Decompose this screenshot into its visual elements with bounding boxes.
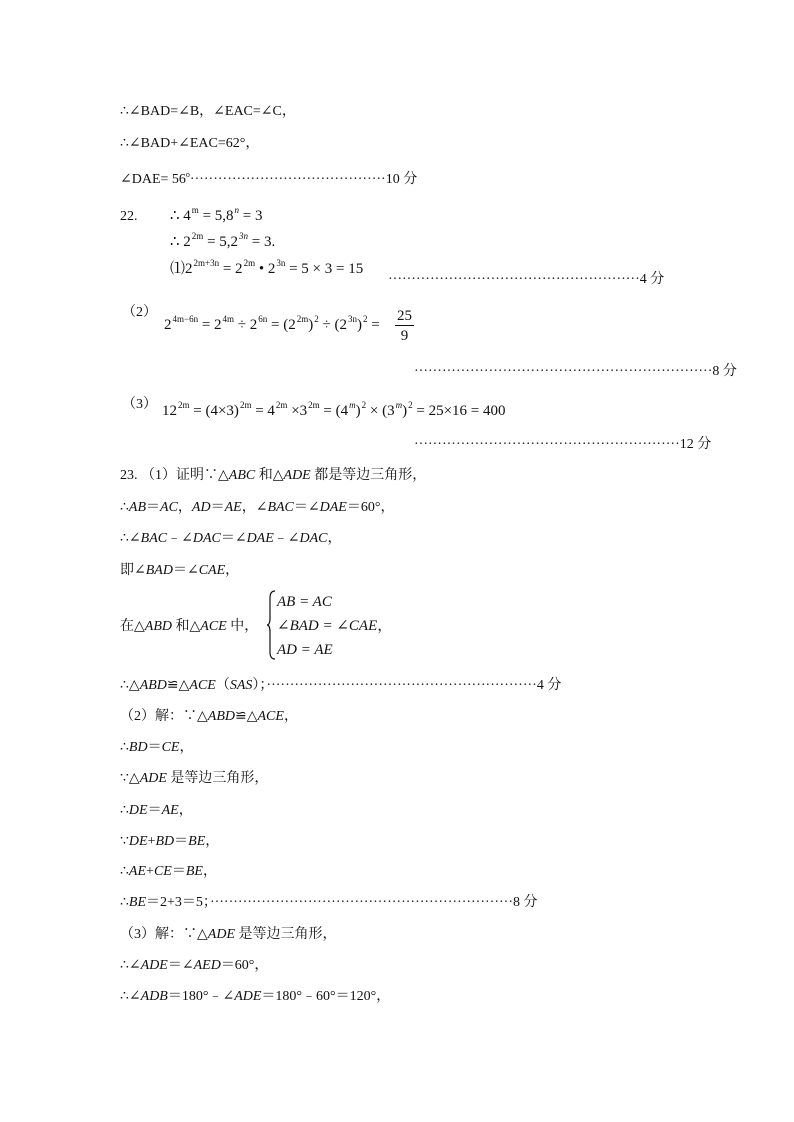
text: 是等边三角形， — [235, 927, 337, 942]
text: ∴∠ — [120, 989, 141, 1004]
score-label: 4 分 — [639, 272, 665, 287]
text: ∴ — [120, 500, 129, 515]
score-label: 10 分 — [385, 172, 418, 187]
text: ＝ — [210, 500, 225, 515]
q23-line-5 — [120, 617, 258, 637]
system-equation: ∠BAD = ∠CAE — [277, 618, 378, 634]
text: 是等边三角形， — [166, 771, 269, 786]
exponent: 2 — [363, 314, 368, 324]
text: ∴∠ — [120, 531, 141, 546]
q23-line-14 — [120, 925, 337, 945]
text: ﹣∠ — [273, 531, 300, 546]
exponent: 2 — [408, 400, 413, 410]
text: （3）解：∵△ — [120, 927, 208, 942]
text: ，∠ — [241, 500, 268, 515]
triangle-name: ABC — [228, 468, 256, 483]
segment: AC — [160, 500, 178, 515]
expr: = 4 — [251, 403, 275, 419]
angle: ADE — [234, 989, 262, 1004]
text: ， — [179, 740, 194, 755]
exponent: 2m — [243, 258, 256, 268]
segment: CE — [153, 864, 172, 879]
q23-line-6 — [120, 676, 561, 696]
text: ＝ — [171, 864, 186, 879]
text: 和△ — [255, 468, 284, 483]
angle: DAC — [192, 531, 221, 546]
segment: BE — [185, 864, 203, 879]
text: 和△ — [172, 619, 201, 634]
expr: = 3. — [248, 234, 276, 250]
text: ≌△ — [235, 709, 258, 724]
exponent: 3n — [276, 258, 286, 268]
triangle-name: ADE — [283, 468, 311, 483]
segment: BD — [155, 834, 175, 849]
expr: ∴ 4 — [170, 208, 191, 224]
degree-mark: o — [185, 170, 190, 179]
expr: = 5 × 3 = 15 — [285, 261, 364, 277]
text: ∵△ — [120, 771, 140, 786]
q23-line-9 — [120, 769, 268, 789]
text: ， — [225, 563, 240, 578]
text: 即∠ — [120, 563, 146, 578]
exponent: 2m — [178, 400, 190, 410]
text: ， — [327, 531, 342, 546]
text: ＝180°﹣60°＝120°， — [261, 989, 391, 1004]
segment: BE — [128, 895, 147, 910]
expr: = (4×3) — [189, 403, 239, 419]
system-brace — [266, 590, 276, 660]
triangle-name: ABD — [207, 709, 235, 724]
triangle-name: ABD — [139, 678, 167, 693]
segment: DE — [128, 803, 148, 818]
exponent: n — [234, 205, 240, 215]
expr: = (2 — [267, 317, 296, 333]
text: 在△ — [120, 619, 145, 634]
text: ≌△ — [166, 678, 190, 693]
brace-shape — [266, 590, 276, 660]
text: ∴ — [120, 895, 129, 910]
expr: ×3 — [287, 403, 308, 419]
expr: = 25×16 = 400 — [412, 403, 506, 419]
text: 都是等边三角形， — [310, 468, 427, 483]
expr: ÷ 2 — [234, 317, 258, 333]
expr: = 3 — [239, 208, 263, 224]
score-leader: ································································ — [414, 364, 713, 379]
q23-line-16 — [120, 987, 390, 1007]
text: 中， — [226, 619, 259, 634]
q23-line-4 — [120, 561, 239, 581]
exponent: m — [395, 400, 403, 410]
expr: = 2 — [198, 317, 222, 333]
angle: DAE — [319, 500, 347, 515]
proof-line-3 — [120, 170, 417, 191]
triangle-name: ABD — [144, 619, 172, 634]
q23-line-15 — [120, 956, 268, 976]
score-label: 12 分 — [679, 437, 712, 452]
angle: ADE — [140, 958, 168, 973]
q22-part-3-score — [414, 435, 711, 455]
proof-line-1: ∴∠BAD=∠B，∠EAC=∠C， — [120, 104, 296, 119]
score-leader: ·························································· — [266, 678, 537, 693]
exponent: 2 — [361, 400, 367, 410]
text: ＝∠ — [167, 958, 194, 973]
q22-part-2-score — [414, 362, 737, 382]
text: ∴ — [120, 864, 129, 879]
triangle-name: ADE — [139, 771, 167, 786]
expr: ) — [357, 317, 363, 333]
triangle-name: ACE — [200, 619, 227, 634]
text: ， — [377, 618, 393, 634]
expr: 12 — [162, 403, 177, 419]
fraction-numerator: 25 — [397, 308, 412, 324]
angle: CAE — [198, 563, 226, 578]
exponent: 6n — [258, 314, 268, 324]
text: ， — [202, 864, 217, 879]
q22-given-1 — [170, 206, 263, 227]
q22-part-2-fraction — [395, 307, 414, 346]
text: ＝ — [146, 500, 161, 515]
text: + — [147, 834, 156, 849]
segment: AE — [161, 803, 179, 818]
angle: DAC — [299, 531, 328, 546]
segment: BD — [128, 740, 148, 755]
exponent: 2m+3n — [193, 258, 220, 268]
score-leader: ································································· — [209, 895, 513, 910]
system-row-2 — [277, 616, 392, 636]
text: ， — [205, 834, 220, 849]
triangle-name: ACE — [189, 678, 216, 693]
expr: ÷ (2 — [318, 317, 348, 333]
q22-number: 22. — [120, 209, 138, 224]
text: ＝2+3＝5； — [146, 895, 210, 910]
text: ＝ — [147, 740, 162, 755]
q23-line-10 — [120, 801, 193, 821]
text: ＝60°， — [346, 500, 395, 515]
score-leader: ·········································· — [189, 172, 386, 187]
text: + — [146, 864, 154, 879]
q23-line-8 — [120, 738, 193, 758]
angle: BAD — [145, 563, 173, 578]
text: ∴∠ — [120, 958, 141, 973]
angle: BAC — [140, 531, 168, 546]
text: ＝ — [174, 834, 189, 849]
angle: AED — [193, 958, 221, 973]
text: ﹣∠ — [167, 531, 193, 546]
exponent: 2m — [239, 400, 252, 410]
angle: DAE — [246, 531, 274, 546]
expr: ∴ 2 — [170, 234, 191, 250]
exponent: m — [349, 400, 356, 410]
dae-value: ∠DAE= 56 — [120, 172, 186, 187]
text: ， — [177, 500, 192, 515]
exponent: 3n — [348, 314, 358, 324]
angle: BAC — [267, 500, 294, 515]
exponent: 4m−6n — [172, 314, 199, 324]
text: ∴ — [120, 740, 129, 755]
q22-part-2-label: （2） — [122, 305, 157, 320]
text: ∵ — [120, 834, 129, 849]
expr: = 2 — [219, 261, 243, 277]
system-row-3: AD = AE — [277, 642, 333, 658]
segment: CE — [161, 740, 180, 755]
score-leader: ························································· — [414, 437, 680, 452]
score-label: 4 分 — [536, 678, 562, 693]
segment: DE — [128, 834, 148, 849]
text: ＝∠ — [293, 500, 320, 515]
text: ＝60°， — [220, 958, 269, 973]
system-row-1: AB = AC — [277, 594, 332, 610]
text: （2）解：∵△ — [120, 709, 208, 724]
expr: = 5,8 — [198, 208, 234, 224]
segment: AE — [128, 864, 147, 879]
expr: ) — [308, 317, 314, 333]
q23-line-1 — [120, 466, 426, 486]
exponent: 2m — [308, 400, 320, 410]
text: ∴△ — [120, 678, 140, 693]
q22-part-1-score — [388, 270, 664, 290]
q22-part-2 — [164, 315, 380, 336]
exponent: 2m — [191, 231, 204, 241]
q23-line-11 — [120, 832, 219, 852]
text: 23. （1）证明∵△ — [120, 468, 229, 483]
exponent: 2m — [296, 314, 309, 324]
exponent: 3n — [239, 231, 249, 241]
angle: ADB — [140, 989, 168, 1004]
segment: AD — [191, 500, 211, 515]
exponent: m — [191, 205, 199, 215]
text: ＝180°﹣∠ — [167, 989, 235, 1004]
fraction-denominator: 9 — [400, 328, 409, 344]
expr: = — [367, 317, 380, 333]
text: ）； — [252, 678, 267, 693]
text: ， — [283, 709, 298, 724]
q22-given-2 — [170, 232, 275, 253]
expr: = (4 — [319, 403, 349, 419]
text: ∴ — [120, 803, 129, 818]
triangle-name: ACE — [257, 709, 284, 724]
expr: = 5,2 — [203, 234, 239, 250]
triangle-name: ADE — [207, 927, 235, 942]
exponent: 2 — [314, 314, 319, 324]
score-label: 8 分 — [512, 895, 538, 910]
text: ＝∠ — [172, 563, 199, 578]
q23-line-13 — [120, 893, 537, 913]
q23-line-12 — [120, 862, 217, 882]
expr: ) — [402, 403, 408, 419]
proof-line-2: ∴∠BAD+∠EAC=62°， — [120, 136, 260, 151]
segment: BE — [188, 834, 206, 849]
text: ＝ — [147, 803, 162, 818]
score-label: 8 分 — [712, 364, 737, 379]
q23-line-7 — [120, 707, 298, 727]
expr: 2 — [164, 317, 172, 333]
expr: ) — [355, 403, 361, 419]
exponent: 4m — [222, 314, 235, 324]
expr: × (3 — [366, 403, 395, 419]
q22-part-3-label: （3） — [122, 397, 157, 412]
q23-line-2 — [120, 498, 394, 518]
exponent: 2m — [275, 400, 288, 410]
congruence-rule: SAS — [229, 678, 253, 693]
text: ， — [178, 803, 193, 818]
segment: AB — [128, 500, 147, 515]
score-leader: ······················································ — [388, 272, 640, 287]
q22-part-1 — [170, 259, 363, 280]
segment: AE — [224, 500, 242, 515]
q23-line-3 — [120, 529, 342, 549]
q22-part-3 — [162, 401, 506, 422]
expr: ⑴2 — [170, 261, 193, 277]
text: ＝∠ — [220, 531, 247, 546]
text: （ — [215, 678, 230, 693]
expr: • 2 — [255, 261, 276, 277]
